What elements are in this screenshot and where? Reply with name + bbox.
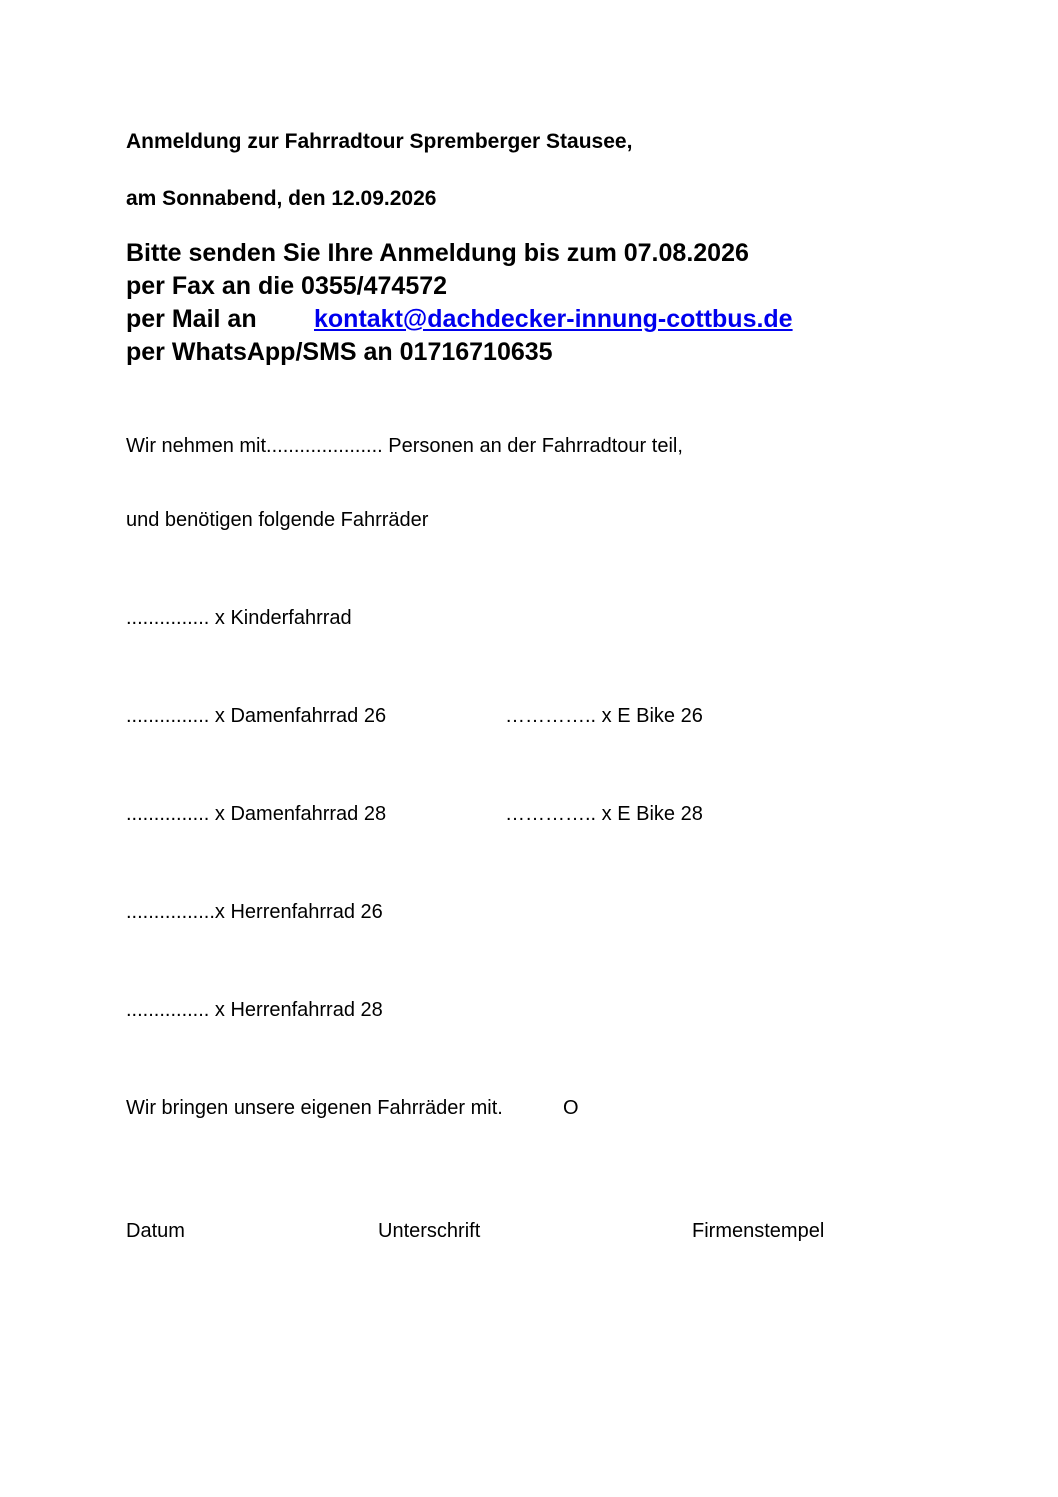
own-bikes-text: Wir bringen unsere eigenen Fahrräder mit. [126, 1097, 503, 1119]
bike-herren-28: ............... x Herrenfahrrad 28 [126, 999, 383, 1021]
bike-damen-28: ............... x Damenfahrrad 28 [126, 803, 387, 825]
signature-label: Unterschrift [378, 1220, 481, 1242]
bike-ebike-28: ………….. x E Bike 28 [505, 803, 703, 825]
bike-ebike-26: ………….. x E Bike 26 [505, 705, 703, 727]
fax-text: per Fax an die 0355/474572 [126, 272, 448, 300]
title-line-1: Anmeldung zur Fahrradtour Spremberger Stausee, [126, 130, 633, 153]
bike-herren-26: ................x Herrenfahrrad 26 [126, 901, 383, 923]
persons-line: Wir nehmen mit..................... Personen an der Fahrradtour teil, [126, 435, 683, 457]
mail-label: per Mail an [126, 305, 257, 333]
bikes-intro: und benötigen folgende Fahrräder [126, 509, 429, 531]
own-bikes-checkbox[interactable]: O [563, 1097, 579, 1119]
bike-kinder: ............... x Kinderfahrrad [126, 607, 352, 629]
deadline-text: Bitte senden Sie Ihre Anmeldung bis zum 07.08.2026 [126, 239, 749, 267]
whatsapp-text: per WhatsApp/SMS an 01716710635 [126, 338, 553, 366]
mail-link[interactable]: kontakt@dachdecker-innung-cottbus.de [314, 305, 793, 333]
company-stamp-label: Firmenstempel [692, 1220, 825, 1242]
date-label: Datum [126, 1220, 185, 1242]
title-line-2: am Sonnabend, den 12.09.2026 [126, 187, 437, 210]
bike-damen-26: ............... x Damenfahrrad 26 [126, 705, 387, 727]
